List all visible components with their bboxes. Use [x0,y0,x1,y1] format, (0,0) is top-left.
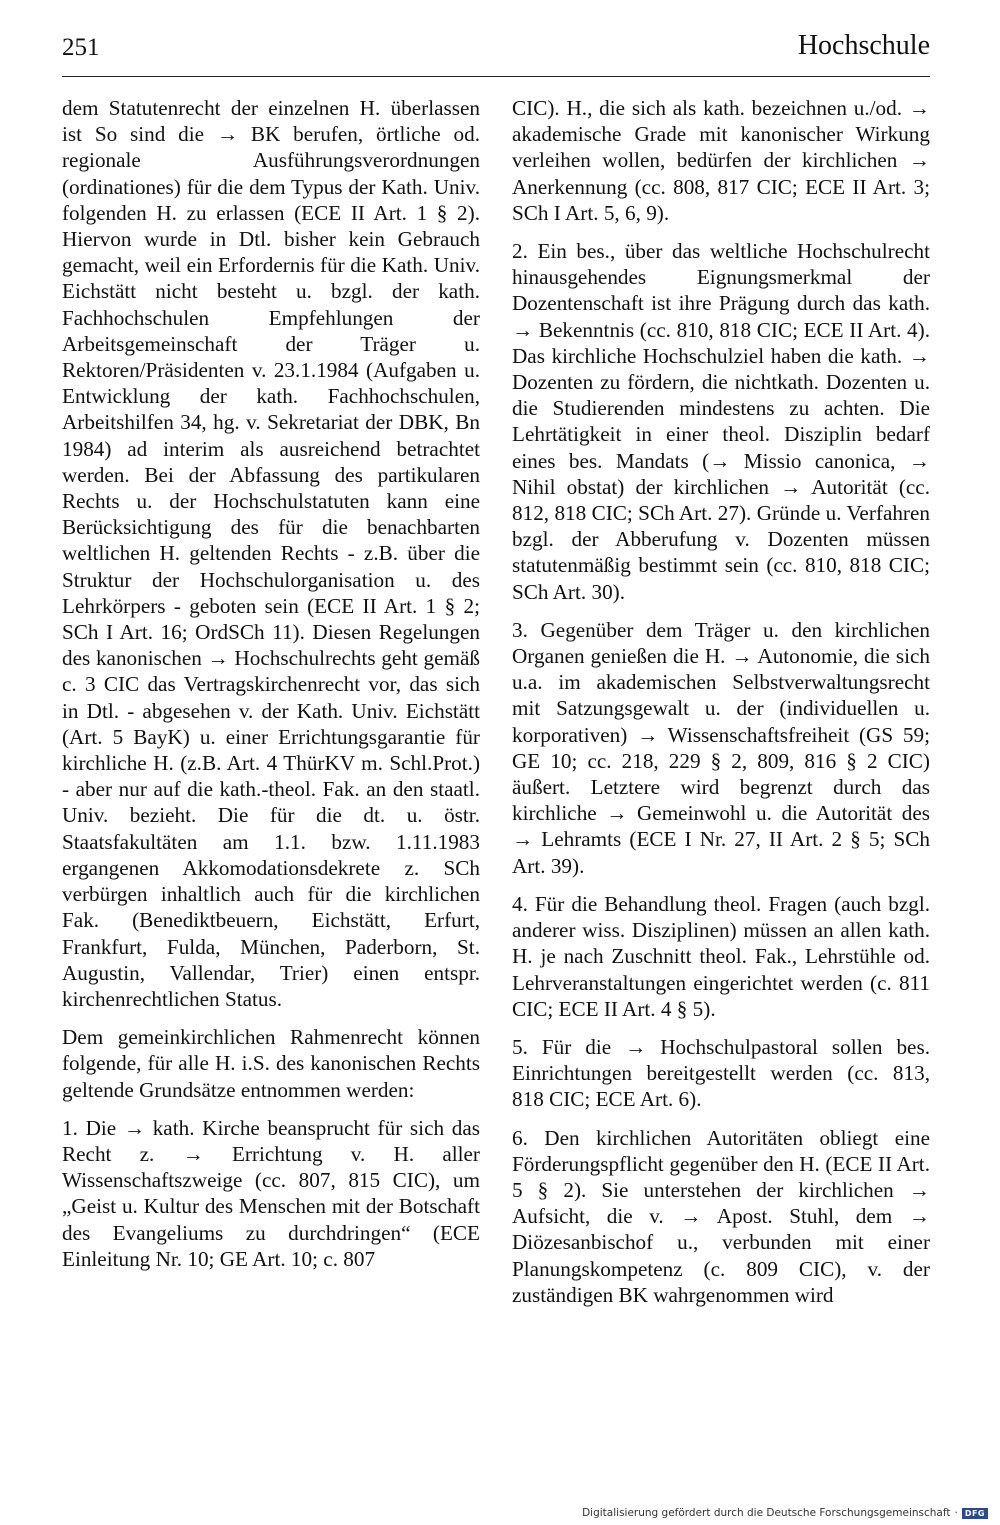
running-head: Hochschule [797,30,930,61]
footer-text: Digitalisierung gefördert durch die Deutsche Forschungsgemeinschaft [582,1507,951,1519]
paragraph: 4. Für die Behandlung theol. Fragen (auch bzgl. anderer wiss. Disziplinen) müssen an allen kath. H. je nach Zuschnitt theol. Fak., Lehrstühle od. Lehrveranstaltungen eingerichtet werden (c. 811 CIC; ECE II Art. 4 § 5). [512,891,930,1021]
paragraph: 5. Für die → Hochschulpastoral sollen bes. Einrichtungen bereitgestellt werden (cc. 813, 818 CIC; ECE Art. 6). [512,1034,930,1112]
paragraph: CIC). H., die sich als kath. bezeichnen u./od. → akademische Grade mit kanonischer Wirkung verleihen wollen, bedürfen der kirchlichen → Anerkennung (cc. 808, 817 CIC; ECE II Art. 3; SCh I Art. 5, 6, 9). [512,96,930,225]
paragraph: 1. Die → kath. Kirche beansprucht für sich das Recht z. → Errichtung v. H. aller Wissenschaftszweige (cc. 807, 815 CIC), um „Geist u. Kultur des Menschen mit der Botschaft des Evangeliums zu durchdringen“ (ECE Einleitung Nr. 10; GE Art. 10; c. 807 [62,1115,480,1271]
right-column [512,95,930,1320]
page-header [62,30,930,77]
paragraph: Dem gemeinkirchlichen Rahmenrecht können folgende, für alle H. i.S. des kanonischen Rechts geltende Grundsätze entnommen werden: [62,1025,480,1102]
left-column [62,95,480,1284]
page-number: 251 [62,34,100,61]
dfg-logo: DFG [962,1508,988,1519]
paragraph: 2. Ein bes., über das weltliche Hochschulrecht hinausgehendes Eignungsmerkmal der Dozentenschaft ist ihre Prägung durch das kath. → Bekenntnis (cc. 810, 818 CIC; ECE II Art. 4). Das kirchliche Hochschulziel haben die kath. → Dozenten zu fördern, die nichtkath. Dozenten u. die Studierenden mindestens zu achten. Die Lehrtätigkeit in einer theol. Disziplin bedarf eines bes. Mandats (→ Missio canonica, → Nihil obstat) der kirchlichen → Autorität (cc. 812, 818 CIC; SCh Art. 27). Gründe u. Verfahren bzgl. der Abberufung v. Dozenten müssen statutenmäßig bestimmt sein (cc. 810, 818 CIC; SCh Art. 30). [512,239,930,604]
digitization-footer: Digitalisierung gefördert durch die Deutsche Forschungsgemeinschaft · DFG [582,1507,988,1519]
paragraph: 3. Gegenüber dem Träger u. den kirchlichen Organen genießen die H. → Autonomie, die sich u.a. im akademischen Selbstverwaltungsrecht mit Satzungsgewalt u. der (individuellen u. korporativen) → Wissenschaftsfreiheit (GS 59; GE 10; cc. 218, 229 § 2, 809, 816 § 2 CIC) äußert. Letztere wird begrenzt durch das kirchliche → Gemeinwohl u. die Autorität des → Lehramts (ECE I Nr. 27, II Art. 2 § 5; SCh Art. 39). [512,617,930,878]
paragraph: dem Statutenrecht der einzelnen H. überlassen ist So sind die → BK berufen, örtliche od. regionale Ausführungsverordnungen (ordinationes) für die dem Typus der Kath. Univ. folgenden H. zu erlassen (ECE II Art. 1 § 2). Hiervon wurde in Dtl. bisher kein Gebrauch gemacht, weil ein Erfordernis für die Kath. Univ. Eichstätt nicht besteht u. bzgl. der kath. Fachhochschulen Empfehlungen der Arbeitsgemeinschaft der Träger u. Rektoren/Präsidenten v. 23.1.1984 (Aufgaben u. Entwicklung der kath. Fachhochschulen, Arbeitshilfen 34, hg. v. Sekretariat der DBK, Bn 1984) ad interim als ausreichend betrachtet werden. Bei der Abfassung des partikularen Rechts u. der Hochschulstatuten kann eine Berücksichtigung des für die benachbarten weltlichen H. geltenden Rechts - z.B. über die Struktur der Hochschulorganisation u. des Lehrkörpers - geboten sein (ECE II Art. 1 § 2; SCh I Art. 16; OrdSCh 11). Diesen Regelungen des kanonischen → Hochschulrechts geht gemäß c. 3 CIC das Vertragskirchenrecht vor, das sich in Dtl. - abgesehen v. der Kath. Univ. Eichstätt (Art. 5 BayK) u. einer Errichtungsgarantie für kirchliche H. (z.B. Art. 4 ThürKV m. Schl.Prot.) - aber nur auf die kath.-theol. Fak. an den staatl. Univ. bezieht. Die für die dt. u. östr. Staatsfakultäten am 1.1. bzw. 1.11.1983 ergangenen Akkomodationsdekrete z. SCh verbürgen inhaltlich auch für die kirchlichen Fak. (Benediktbeuern, Eichstätt, Erfurt, Frankfurt, Fulda, München, Paderborn, St. Augustin, Vallendar, Trier) einen entspr. kirchenrechtlichen Status. [62,96,480,1011]
paragraph: 6. Den kirchlichen Autoritäten obliegt eine Förderungspflicht gegenüber den H. (ECE II Art. 5 § 2). Sie unterstehen der kirchlichen → Aufsicht, die v. → Apost. Stuhl, dem → Diözesanbischof u., verbunden mit einer Planungskompetenz (c. 809 CIC), v. der zuständigen BK wahrgenommen wird [512,1125,930,1307]
